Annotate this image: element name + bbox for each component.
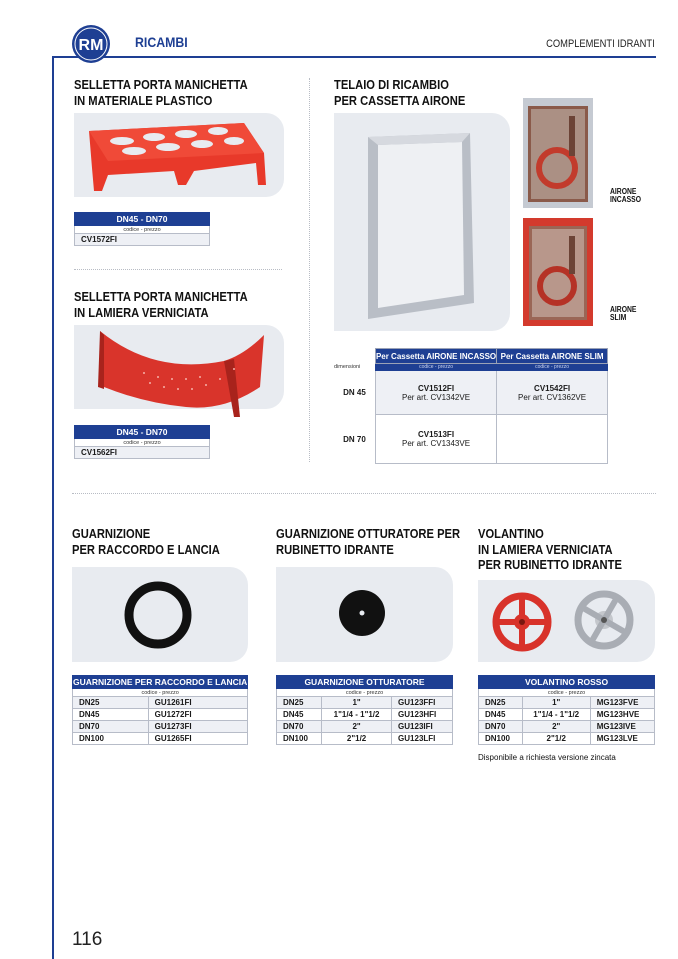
selletta-lamiera-icon: [74, 325, 284, 421]
valve-seal-icon: [276, 567, 453, 662]
section-title: RICAMBI: [135, 34, 188, 50]
dim-dn70: DN 70: [334, 415, 375, 464]
hydrant-cabinet-incasso-icon: [523, 98, 593, 208]
table-guarnizione-otturatore: GUARNIZIONE OTTURATORE codice - prezzo DN25 1" GU123FFI DN45 1"1/4 - 1"1/2 GU123HFI DN70 2" GU123IFI DN100 2"1/2 GU123LFI: [276, 675, 453, 745]
svg-text:RM: RM: [78, 37, 104, 54]
table-row: DN25 GU1261FI: [73, 697, 248, 709]
col-incasso: Per Cassetta AIRONE INCASSO: [375, 349, 496, 364]
handwheel-icon: [478, 580, 655, 662]
table-volantino: VOLANTINO ROSSO codice - prezzo DN25 1" MG123FVE DN45 1"1/4 - 1"1/2 MG123HVE DN70 2" MG123IVE DN100 2"1/2 MG123LVE: [478, 675, 655, 745]
table-header: GUARNIZIONE PER RACCORDO E LANCIA: [73, 677, 248, 687]
product-image-selletta-lamiera: [74, 325, 284, 409]
rm-logo: [71, 24, 111, 64]
table-row: DN70 GU1273FI: [73, 721, 248, 733]
table-selletta-lamiera: DN45 - DN70 codice - prezzo CV1562FI: [74, 425, 210, 459]
table-row: DN100 2"1/2 GU123LFI: [277, 733, 453, 745]
product-image-selletta-plastica: [74, 113, 284, 197]
airone-slim-image: [523, 218, 593, 326]
product-image-telaio: [334, 113, 510, 331]
table-row: DN100 GU1265FI: [73, 733, 248, 745]
table-row: DN70 2" GU123IFI: [277, 721, 453, 733]
label-airone-slim: AIRONE SLIM: [610, 305, 637, 322]
table-guarnizione: GUARNIZIONE PER RACCORDO E LANCIA codice - prezzo DN25 GU1261FI DN45 GU1272FI DN70 GU1273FI DN100 GU1265FI: [73, 677, 248, 743]
category-title: COMPLEMENTI IDRANTI: [546, 38, 655, 50]
product-title-selletta-plastica: SELLETTA PORTA MANICHETTA IN MATERIALE PLASTICO: [74, 77, 248, 108]
product-code: CV1562FI: [75, 447, 210, 459]
divider: [74, 269, 282, 270]
header-rule: [52, 56, 656, 58]
table-row: DN45 GU1272FI: [73, 709, 248, 721]
table-row: DN25 1" GU123FFI: [277, 697, 453, 709]
table-row: DN25 1" MG123FVE: [479, 697, 655, 709]
left-margin-bar: [52, 58, 54, 959]
product-title-guarnizione: GUARNIZIONE PER RACCORDO E LANCIA: [72, 526, 220, 557]
table-header: DN45 - DN70: [75, 213, 210, 226]
product-title-selletta-lamiera: SELLETTA PORTA MANICHETTA IN LAMIERA VERNICIATA: [74, 289, 248, 320]
table-row: DN70 2" MG123IVE: [479, 721, 655, 733]
product-code: CV1572FI: [75, 234, 210, 246]
table-selletta-plastica: DN45 - DN70 codice - prezzo CV1572FI: [74, 212, 210, 246]
table-row: DN45 1"1/4 - 1"1/2 GU123HFI: [277, 709, 453, 721]
table-header: DN45 - DN70: [75, 426, 210, 439]
availability-note: Disponibile a richiesta versione zincata: [478, 753, 616, 762]
hydrant-cabinet-slim-icon: [523, 218, 593, 326]
table-row: DN45 1"1/4 - 1"1/2 MG123HVE: [479, 709, 655, 721]
product-title-volantino: VOLANTINO IN LAMIERA VERNICIATA PER RUBINETTO IDRANTE: [478, 526, 622, 572]
dim-dn45: DN 45: [334, 371, 375, 415]
table-telaio: Per Cassetta AIRONE INCASSO Per Cassetta AIRONE SLIM dimensioni codice - prezzo codice - prezzo DN 45 CV1512FI Per art. CV1342VE CV1542FI Per art. CV1362VE DN 70 CV1513FI Per art. CV1343VE: [334, 348, 608, 464]
airone-incasso-image: [523, 98, 593, 208]
product-title-telaio: TELAIO DI RICAMBIO PER CASSETTA AIRONE: [334, 77, 466, 108]
selletta-plastica-icon: [74, 113, 284, 197]
table-row: DN100 2"1/2 MG123LVE: [479, 733, 655, 745]
table-header: GUARNIZIONE OTTURATORE: [277, 676, 453, 689]
col-slim: Per Cassetta AIRONE SLIM: [497, 349, 608, 364]
divider: [72, 493, 656, 494]
product-image-volantino: [478, 580, 655, 662]
frame-icon: [334, 113, 510, 331]
product-image-guarnizione: [72, 567, 248, 662]
column-divider: [309, 78, 310, 462]
gasket-ring-icon: [72, 567, 248, 662]
page-number: 116: [72, 929, 103, 950]
label-airone-incasso: AIRONE INCASSO: [610, 187, 641, 204]
product-title-guarnizione-otturatore: GUARNIZIONE OTTURATORE PER RUBINETTO IDRANTE: [276, 526, 461, 557]
product-image-guarnizione-otturatore: [276, 567, 453, 662]
table-header: VOLANTINO ROSSO: [479, 676, 655, 689]
